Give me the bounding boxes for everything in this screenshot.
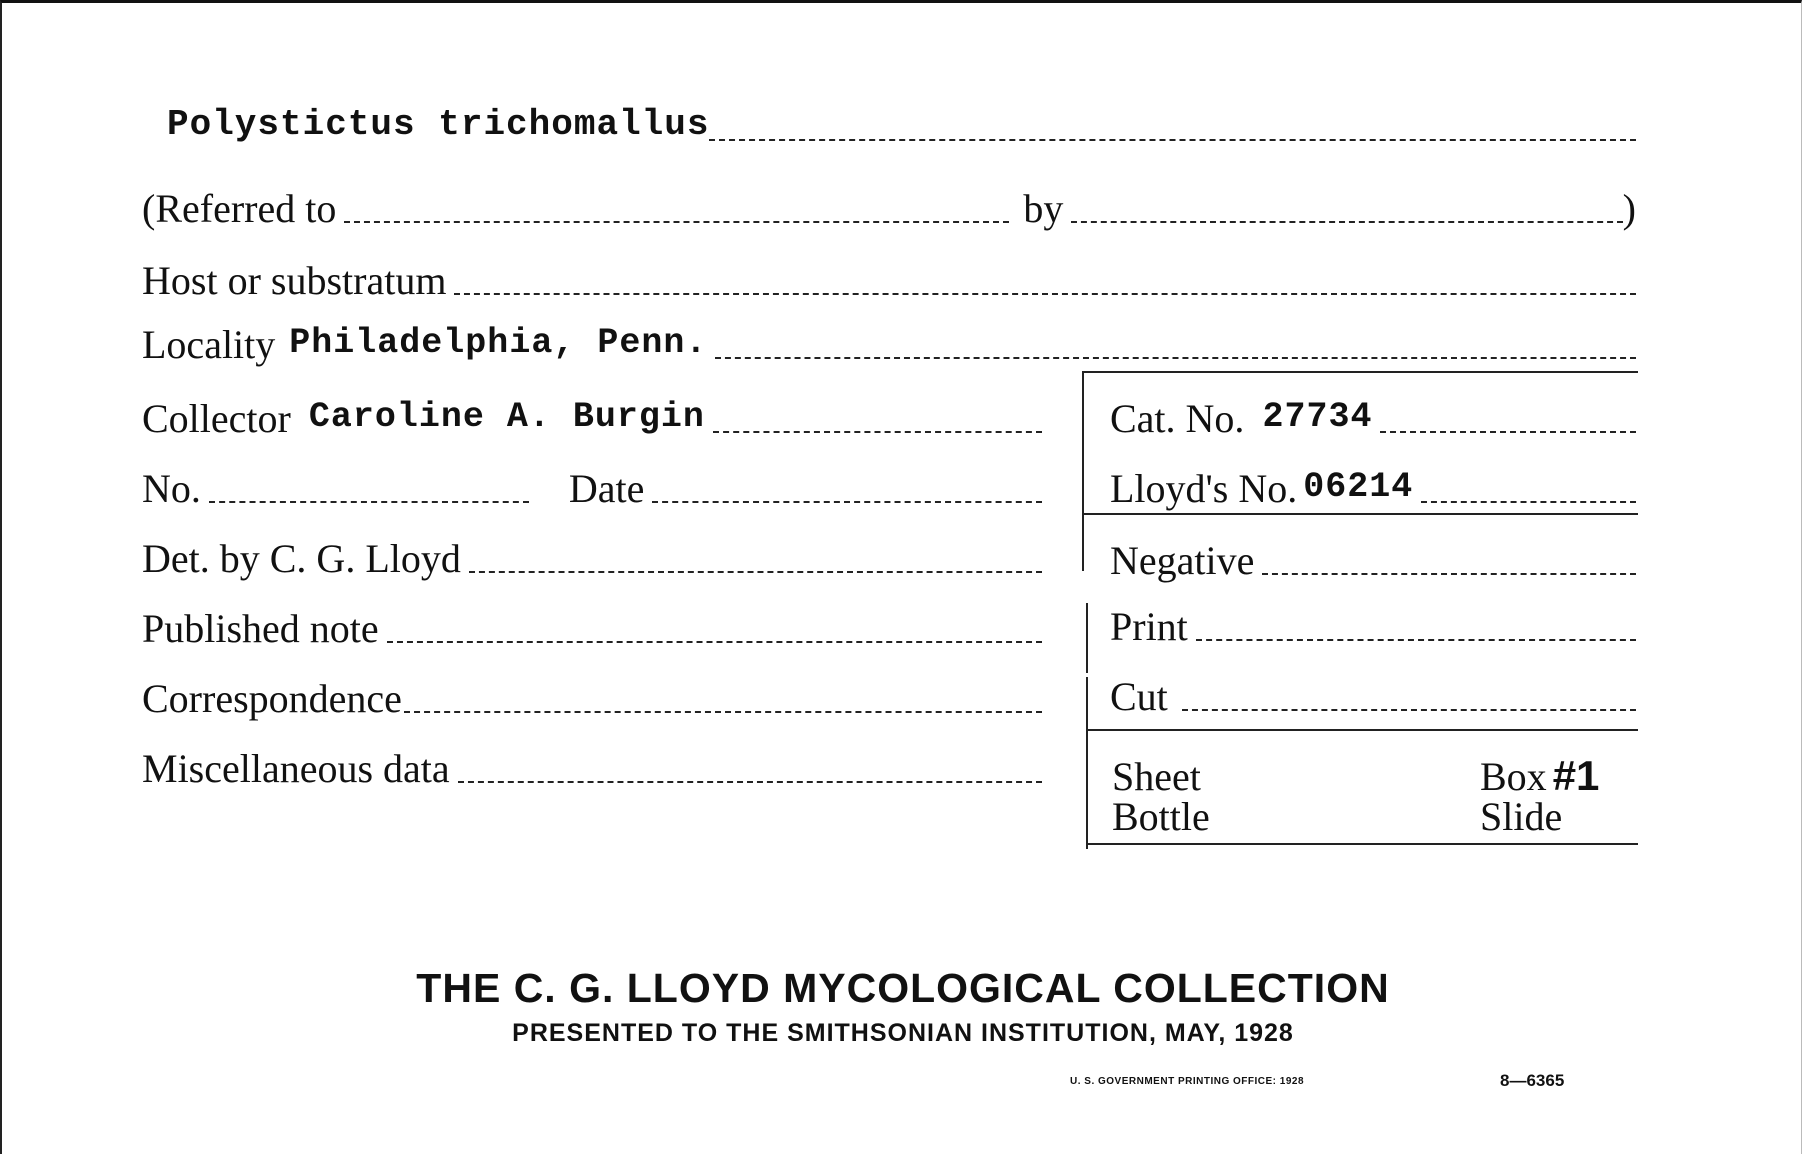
correspondence-line	[404, 711, 1042, 713]
species-line	[709, 139, 1636, 141]
lloyds-label: Lloyd's No.	[1110, 466, 1298, 511]
right-box-top-rule	[1084, 371, 1638, 373]
det-label: Det. by C. G. Lloyd	[142, 536, 461, 581]
negative-label: Negative	[1110, 538, 1255, 583]
slide-label: Slide	[1480, 794, 1563, 839]
det-row	[142, 536, 1042, 581]
cat-row	[1110, 396, 1636, 441]
no-line	[209, 501, 529, 503]
box-value: #1	[1552, 752, 1600, 799]
print-line	[1196, 639, 1636, 641]
by-label: by	[1023, 186, 1064, 231]
right-box-bottom-rule	[1088, 843, 1638, 845]
published-row	[142, 606, 1042, 651]
cat-label: Cat. No.	[1110, 396, 1245, 441]
referred-label: (Referred to	[142, 186, 337, 231]
collector-label: Collector	[142, 396, 291, 441]
close-paren: )	[1622, 186, 1636, 231]
host-row	[142, 258, 1636, 303]
no-date-row	[142, 466, 1042, 511]
right-box-border-top	[1082, 371, 1084, 571]
date-label: Date	[568, 466, 645, 511]
host-label: Host or substratum	[142, 258, 447, 303]
form-number: 8—6365	[1500, 1071, 1565, 1090]
right-box-rule-2	[1088, 729, 1638, 731]
correspondence-row	[142, 676, 1042, 721]
det-line	[469, 571, 1042, 573]
referred-row	[142, 186, 1636, 231]
no-label: No.	[142, 466, 201, 511]
right-box-border-mid	[1086, 603, 1088, 673]
collector-value: Caroline A. Burgin	[308, 397, 705, 437]
sheet-label: Sheet	[1112, 754, 1201, 799]
cut-line	[1182, 709, 1636, 711]
date-line	[652, 501, 1042, 503]
misc-label: Miscellaneous data	[142, 746, 450, 791]
host-line	[454, 293, 1636, 295]
referred-line	[344, 221, 1009, 223]
cat-line	[1380, 431, 1636, 433]
collection-title: THE C. G. LLOYD MYCOLOGICAL COLLECTION	[416, 965, 1390, 1011]
box-group	[1480, 752, 1600, 799]
lloyds-line	[1421, 501, 1636, 503]
correspondence-label: Correspondence	[142, 676, 402, 721]
by-line	[1071, 221, 1622, 223]
published-label: Published note	[142, 606, 379, 651]
published-line	[387, 641, 1042, 643]
printer-credit: U. S. GOVERNMENT PRINTING OFFICE: 1928	[1070, 1076, 1305, 1087]
species-row	[142, 104, 1636, 147]
print-row	[1110, 604, 1636, 649]
right-box-border-bottom	[1086, 677, 1088, 849]
lloyds-value: 06214	[1303, 467, 1414, 507]
misc-line	[458, 781, 1042, 783]
negative-line	[1262, 573, 1636, 575]
cat-value: 27734	[1262, 397, 1373, 437]
species-name: Polystictus trichomallus	[167, 104, 710, 145]
print-label: Print	[1110, 604, 1188, 649]
right-box-rule-1	[1084, 513, 1638, 515]
collection-subtitle: PRESENTED TO THE SMITHSONIAN INSTITUTION, MAY, 1928	[512, 1019, 1294, 1047]
box-label: Box	[1480, 754, 1547, 799]
locality-value: Philadelphia, Penn.	[289, 323, 708, 363]
locality-row	[142, 322, 1636, 367]
locality-label: Locality	[142, 322, 276, 367]
collector-row	[142, 396, 1042, 441]
locality-line	[715, 357, 1636, 359]
cut-row	[1110, 674, 1636, 719]
lloyds-row	[1110, 466, 1636, 511]
bottle-label: Bottle	[1112, 794, 1210, 839]
negative-row	[1110, 538, 1636, 583]
cut-label: Cut	[1110, 674, 1168, 719]
collector-line	[713, 431, 1042, 433]
misc-row	[142, 746, 1042, 791]
